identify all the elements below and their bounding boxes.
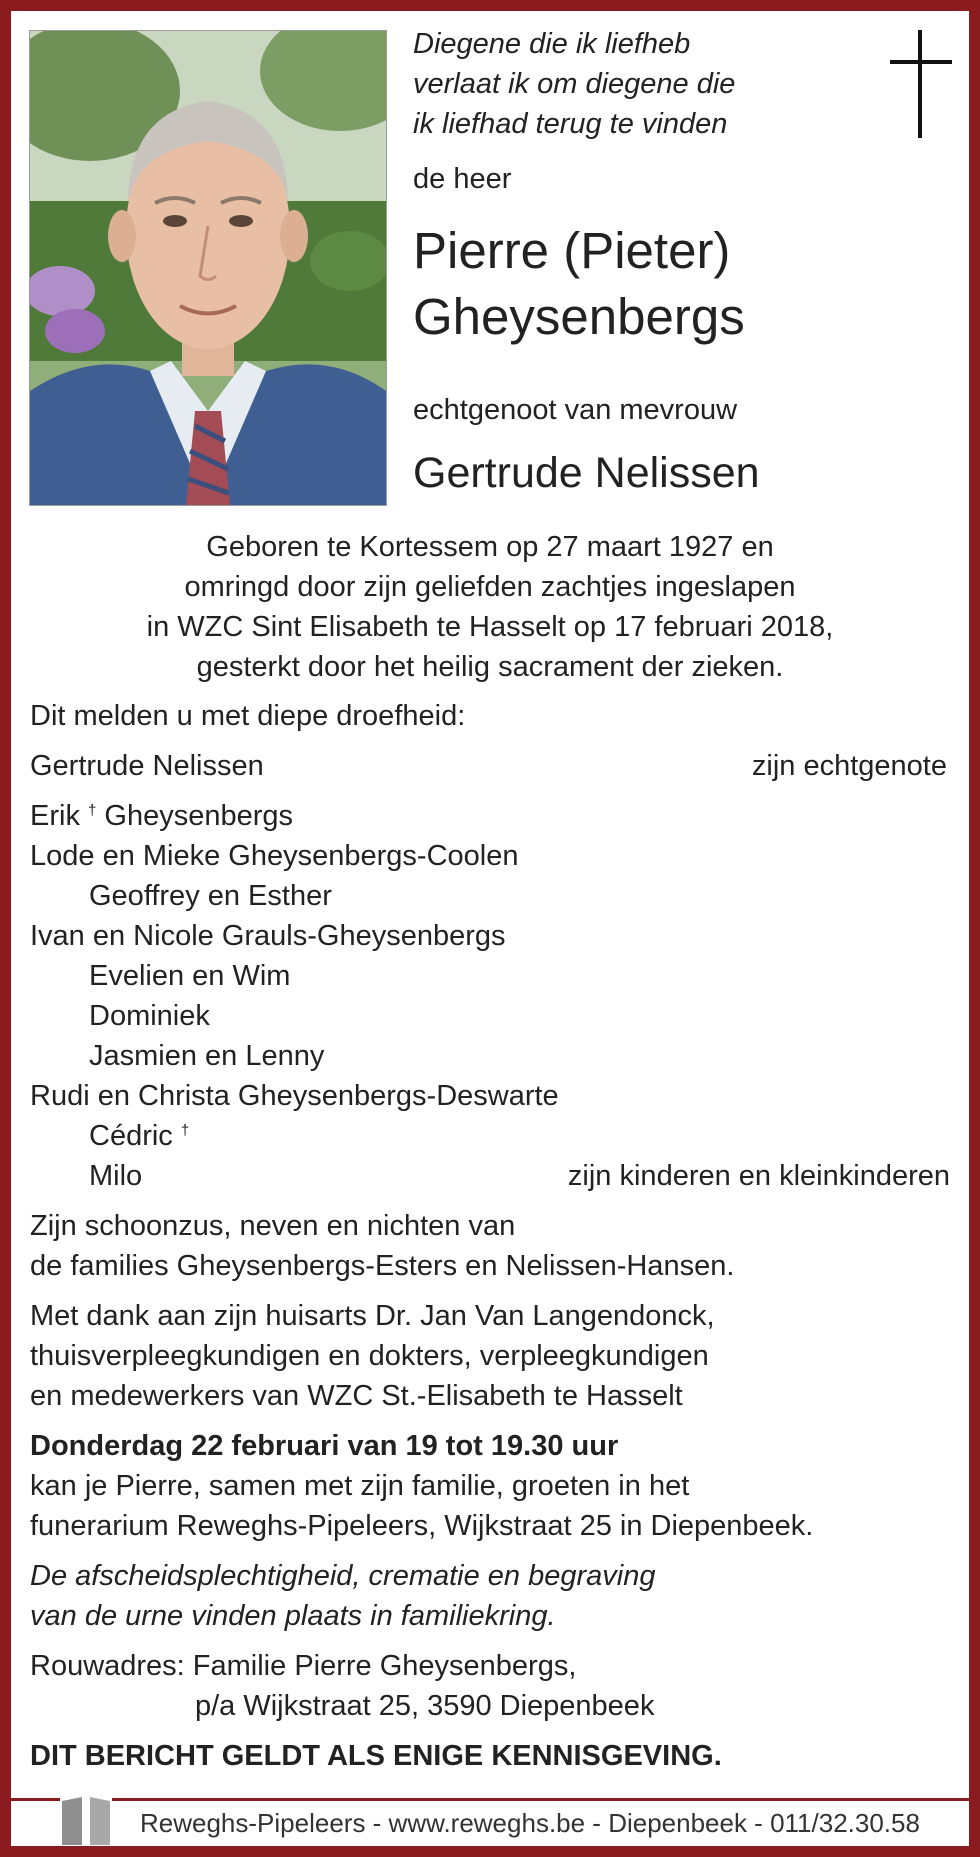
family-erik — [30, 800, 293, 833]
family-lode: Lode en Mieke Gheysenbergs-Coolen — [30, 840, 519, 872]
visitation-line: funerarium Reweghs-Pipeleers, Wijkstraat 25 in Diepenbeek. — [30, 1510, 814, 1542]
visitation-date: Donderdag 22 februari van 19 tot 19.30 uur — [30, 1430, 619, 1462]
deceased-first-name: Pierre (Pieter) — [413, 222, 731, 279]
inlaws-line: de families Gheysenbergs-Esters en Nelissen-Hansen. — [30, 1250, 735, 1282]
deceased-last-name: Gheysenbergs — [413, 288, 745, 345]
cross-mark: † — [88, 802, 97, 819]
family-geoffrey: Geoffrey en Esther — [89, 880, 332, 912]
announcement: Dit melden u met diepe droefheid: — [30, 700, 466, 732]
footer-divider — [11, 1798, 969, 1801]
portrait-photo — [29, 30, 387, 506]
address-label: Rouwadres: Familie Pierre Gheysenbergs, — [30, 1650, 577, 1682]
family-evelien: Evelien en Wim — [89, 960, 291, 992]
family-ivan: Ivan en Nicole Grauls-Gheysenbergs — [30, 920, 506, 952]
quote-line: verlaat ik om diegene die — [413, 68, 736, 100]
footer-contact: Reweghs-Pipeleers - www.reweghs.be - Diepenbeek - 011/32.30.58 — [140, 1808, 920, 1838]
memorial-quote — [413, 24, 735, 144]
text-line: Geboren te Kortessem op 27 maart 1927 en — [206, 531, 774, 563]
family-spouse-role: zijn echtgenote — [751, 750, 947, 782]
spouse-name: Gertrude Nelissen — [413, 449, 760, 497]
family-children-role: zijn kinderen en kleinkinderen — [567, 1160, 950, 1192]
family-cedric — [89, 1120, 189, 1153]
text-line: gesterkt door het heilig sacrament der zieken. — [196, 651, 784, 683]
text-line: in WZC Sint Elisabeth te Hasselt op 17 februari 2018, — [146, 611, 834, 643]
ceremony-line: De afscheidsplechtigheid, crematie en begraving — [30, 1560, 656, 1592]
visitation-line: kan je Pierre, samen met zijn familie, groeten in het — [30, 1470, 690, 1502]
quote-line: Diegene die ik liefheb — [413, 28, 691, 60]
birth-death-text — [60, 527, 920, 687]
family-jasmien: Jasmien en Lenny — [89, 1040, 325, 1072]
family-cedric-name: Cédric — [89, 1120, 173, 1152]
spouse-intro: echtgenoot van mevrouw — [413, 394, 738, 426]
family-rudi: Rudi en Christa Gheysenbergs-Deswarte — [30, 1080, 559, 1112]
thanks-line: Met dank aan zijn huisarts Dr. Jan Van Langendonck, — [30, 1300, 715, 1332]
thanks-line: en medewerkers van WZC St.-Elisabeth te Hasselt — [30, 1380, 683, 1412]
ceremony-line: van de urne vinden plaats in familiekring. — [30, 1600, 556, 1632]
inlaws-line: Zijn schoonzus, neven en nichten van — [30, 1210, 516, 1242]
family-erik-last: Gheysenbergs — [104, 800, 294, 832]
family-milo: Milo — [89, 1160, 143, 1192]
cross-mark: † — [180, 1122, 190, 1139]
text-line: omringd door zijn geliefden zachtjes ingeslapen — [184, 571, 796, 603]
salutation: de heer — [413, 163, 512, 195]
family-spouse: Gertrude Nelissen — [30, 750, 264, 782]
funeral-home-logo-icon — [60, 1793, 112, 1845]
cross-icon — [890, 30, 952, 138]
quote-line: ik liefhad terug te vinden — [413, 108, 728, 140]
deceased-name — [413, 218, 745, 350]
address-line: p/a Wijkstraat 25, 3590 Diepenbeek — [195, 1690, 655, 1722]
family-dominiek: Dominiek — [89, 1000, 210, 1032]
notice: DIT BERICHT GELDT ALS ENIGE KENNISGEVING. — [30, 1740, 722, 1772]
thanks-line: thuisverpleegkundigen en dokters, verpleegkundigen — [30, 1340, 709, 1372]
family-erik-first: Erik — [30, 800, 80, 832]
